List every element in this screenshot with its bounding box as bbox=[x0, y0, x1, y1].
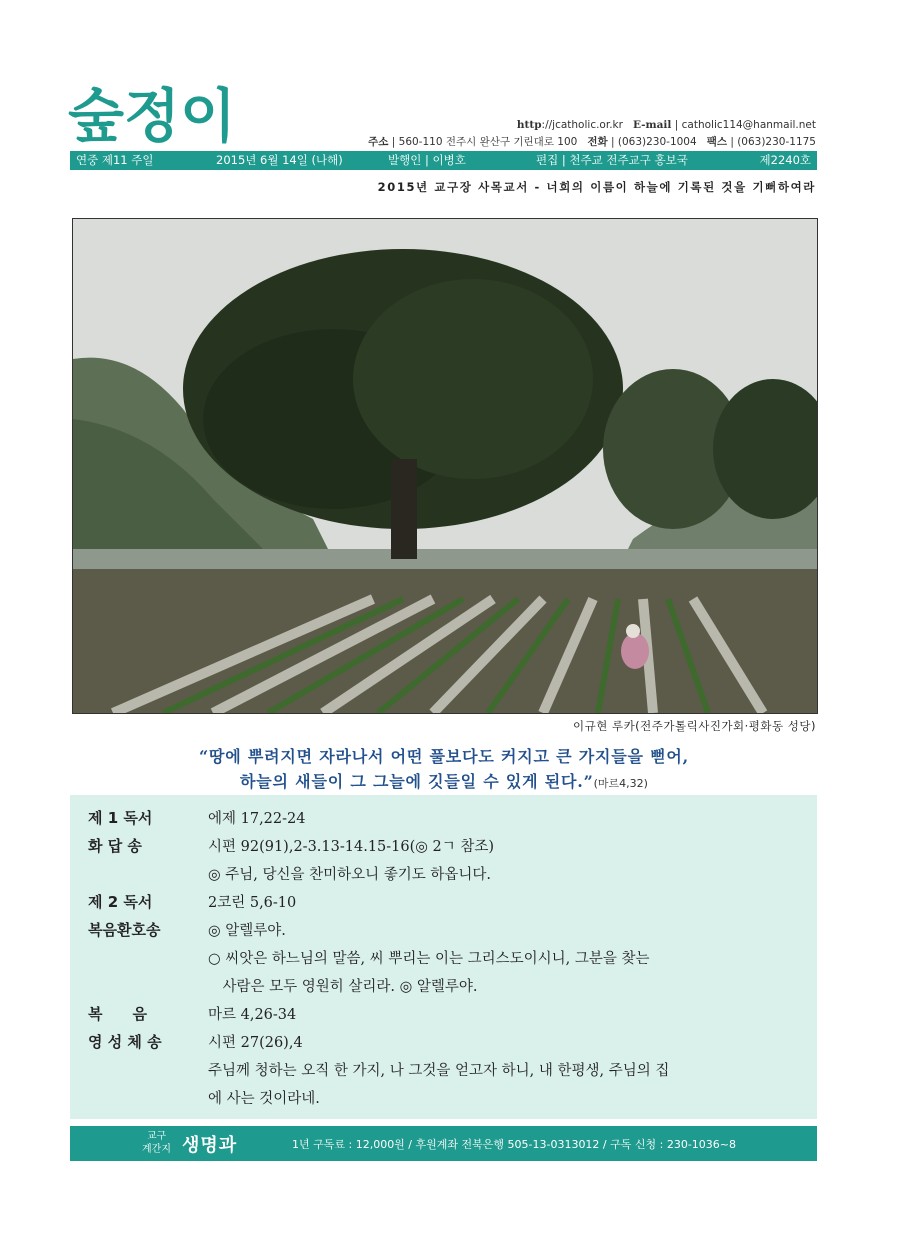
reading-text: 에제 17,22-24 bbox=[208, 811, 306, 827]
editor: 편집 | 천주교 전주교구 홍보국 bbox=[536, 153, 688, 167]
reading-text: 시편 92(91),2-3.13-14.15-16(◎ 2ㄱ 참조) bbox=[208, 839, 495, 855]
fax-value: (063)230-1175 bbox=[737, 136, 816, 148]
issue-number: 제2240호 bbox=[759, 153, 811, 167]
phone-label: 전화 bbox=[587, 136, 608, 148]
url-label: http bbox=[516, 119, 542, 131]
photo-caption: 이규현 루카(전주가톨릭사진가회·평화동 성당) bbox=[572, 719, 816, 733]
publisher: 발행인 | 이병호 bbox=[388, 153, 466, 167]
email-label: E-mail bbox=[632, 119, 672, 131]
footer-subscription-info: 1년 구독료 : 12,000원 / 후원계좌 전북은행 505-13-0313012 / 구독 신청 : 230-1036~8 bbox=[292, 1138, 737, 1151]
url-value[interactable]: ://jcatholic.or.kr bbox=[541, 119, 623, 131]
email-value[interactable]: catholic114@hanmail.net bbox=[681, 119, 816, 131]
reading-text: ◎ 알렐루야. bbox=[208, 923, 286, 939]
logo-text: 숲정이 bbox=[68, 82, 237, 148]
reading-label: 복음환호송 bbox=[88, 921, 161, 939]
quote-reference: (마르4,32) bbox=[593, 777, 648, 790]
footer-bar bbox=[70, 1126, 817, 1161]
reading-label: 복 음 bbox=[88, 1005, 147, 1023]
reading-text: 에 사는 것이라네. bbox=[208, 1091, 320, 1107]
phone-value: (063)230-1004 bbox=[617, 136, 697, 148]
masthead-logo bbox=[68, 78, 278, 148]
cover-photo bbox=[72, 218, 818, 714]
reading-label: 제 1 독서 bbox=[88, 809, 153, 827]
footer-logo: 생명과 bbox=[182, 1135, 238, 1156]
contact-info: http://jcatholic.or.kr E-mail | catholic114@hanmail.net 주소 | 560-110 전주시 완산구 기린대로 100 전화 | (063)230-1004 팩스 | (063)230-1175 bbox=[368, 119, 816, 148]
reading-label: 영 성 체 송 bbox=[88, 1033, 162, 1051]
reading-label: 화 답 송 bbox=[88, 837, 142, 855]
address-label: 주소 bbox=[368, 136, 389, 148]
footer-magazine-label bbox=[142, 1130, 171, 1156]
fax-label: 팩스 bbox=[706, 136, 727, 148]
readings-panel bbox=[70, 795, 817, 1119]
reading-label: 제 2 독서 bbox=[88, 893, 153, 911]
reading-text: 주님께 청하는 오직 한 가지, 나 그것을 얻고자 하니, 내 한평생, 주님의 집 bbox=[208, 1063, 670, 1079]
reading-text: 마르 4,26-34 bbox=[208, 1007, 297, 1023]
issue-date: 2015년 6월 14일 (나해) bbox=[216, 153, 343, 167]
footer-small-1: 교구 bbox=[146, 1131, 167, 1142]
scripture-quote bbox=[72, 744, 816, 796]
quote-line-2: 하늘의 새들이 그 그늘에 깃들일 수 있게 된다.” bbox=[240, 772, 594, 791]
reading-text: ◎ 주님, 당신을 찬미하오니 좋기도 하옵니다. bbox=[208, 867, 492, 883]
pastoral-motto: 2015년 교구장 사목교서 - 너희의 이름이 하늘에 기록된 것을 기뻐하여라 bbox=[377, 180, 816, 194]
sunday-label: 연중 제11 주일 bbox=[76, 153, 154, 167]
reading-text: 2코린 5,6-10 bbox=[208, 895, 297, 911]
reading-text: 사람은 모두 영원히 살리라. ◎ 알렐루야. bbox=[208, 979, 478, 995]
address-value: 560-110 전주시 완산구 기린대로 100 bbox=[398, 136, 578, 148]
reading-text: 시편 27(26),4 bbox=[208, 1035, 303, 1051]
footer-small-2: 계간지 bbox=[142, 1144, 171, 1155]
issue-info-bar bbox=[70, 151, 817, 170]
reading-text: ○ 씨앗은 하느님의 말씀, 씨 뿌리는 이는 그리스도이시니, 그분을 찾는 bbox=[208, 951, 650, 967]
quote-line-1: “땅에 뿌려지면 자라나서 어떤 풀보다도 커지고 큰 가지들을 뻗어, bbox=[199, 747, 689, 766]
